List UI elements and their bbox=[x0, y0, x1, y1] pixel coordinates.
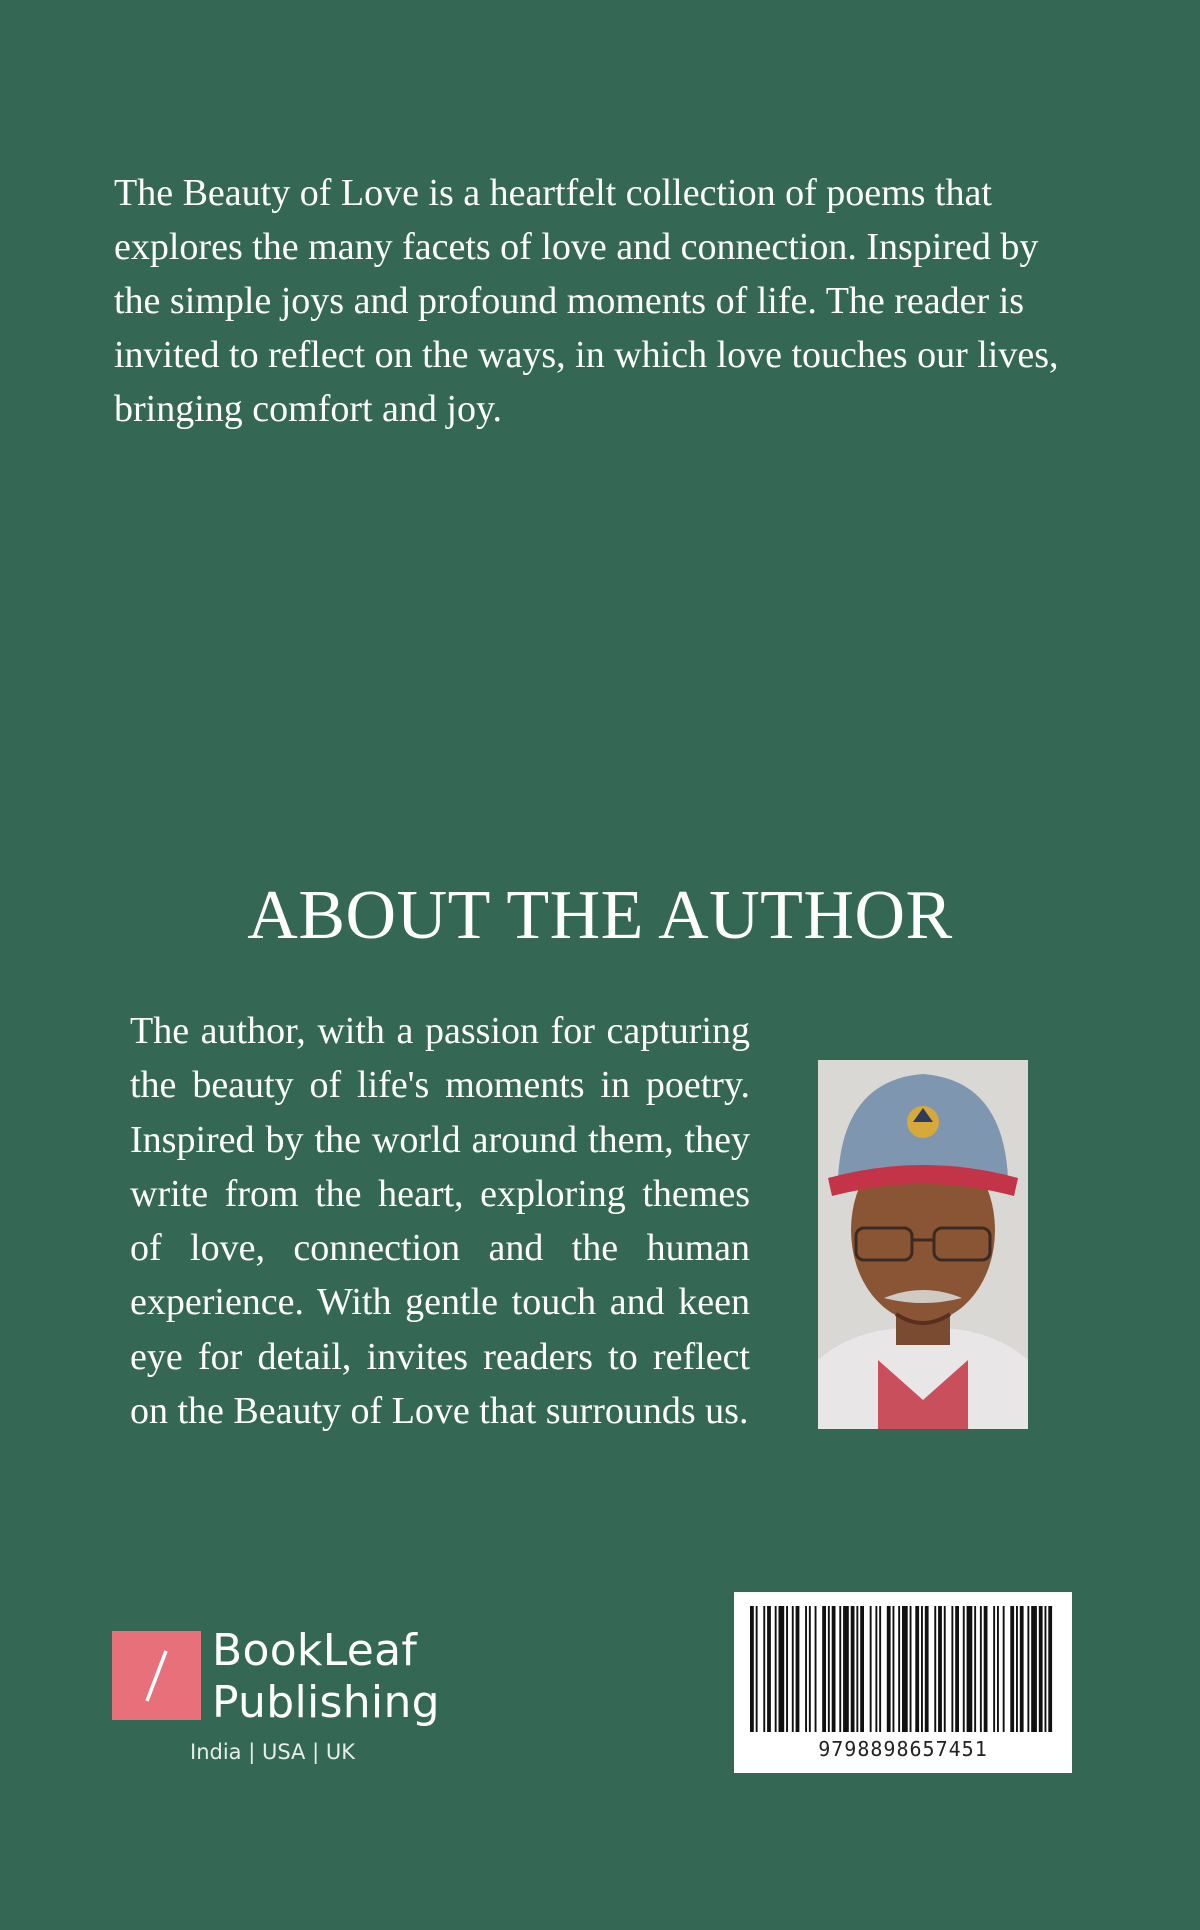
barcode-bar bbox=[815, 1606, 817, 1732]
barcode-bar bbox=[1048, 1606, 1052, 1732]
barcode-bar bbox=[974, 1606, 976, 1732]
barcode-bar bbox=[925, 1606, 929, 1732]
barcode-bar bbox=[984, 1606, 988, 1732]
barcode-bar bbox=[756, 1606, 758, 1732]
barcode-bar bbox=[915, 1606, 919, 1732]
publisher-name bbox=[212, 1625, 440, 1729]
barcode-bar bbox=[875, 1606, 877, 1732]
publisher-name-line2: Publishing bbox=[212, 1677, 440, 1728]
barcode-bar bbox=[1027, 1606, 1029, 1732]
barcode-bar bbox=[967, 1606, 973, 1732]
barcode-bar bbox=[879, 1606, 881, 1732]
barcode-bar bbox=[1045, 1606, 1047, 1732]
barcode-bar bbox=[775, 1606, 777, 1732]
barcode-bar bbox=[955, 1606, 959, 1732]
book-blurb: The Beauty of Love is a heartfelt collection of poems that explores the many facets of love and connection. Inspired by the simple joys and profound moments of life. The reader is invited to reflect on the ways, in which love touches our lives, bringing comfort and joy. bbox=[114, 172, 1059, 430]
barcode-bar bbox=[856, 1606, 858, 1732]
barcode-bar bbox=[993, 1606, 995, 1732]
barcode-bar bbox=[767, 1606, 771, 1732]
author-bio: The author, with a passion for capturing the beauty of life's moments in poetry. Inspired by the world around them, they write from the heart, exploring themes of love, connection and the human experience. With gentle touch and keen eye for detail, invites readers to reflect on the Beauty of Love that surrounds us. bbox=[130, 1010, 750, 1433]
isbn-barcode bbox=[734, 1592, 1072, 1773]
barcode-bar bbox=[796, 1606, 800, 1732]
barcode-bar bbox=[1003, 1606, 1005, 1732]
publisher-logo bbox=[112, 1625, 452, 1771]
barcode-bar bbox=[938, 1606, 942, 1732]
barcode-bar bbox=[809, 1606, 811, 1732]
barcode-bar bbox=[893, 1606, 895, 1732]
barcode-bar bbox=[944, 1606, 946, 1732]
barcode-bar bbox=[902, 1606, 908, 1732]
barcode-bar bbox=[1010, 1606, 1014, 1732]
barcode-bar bbox=[963, 1606, 965, 1732]
barcode-bar bbox=[921, 1606, 923, 1732]
barcode-bar bbox=[763, 1606, 765, 1732]
barcode-bar bbox=[898, 1606, 900, 1732]
barcode-bar bbox=[805, 1606, 807, 1732]
barcode-bar bbox=[997, 1606, 999, 1732]
barcode-bar bbox=[1016, 1606, 1018, 1732]
barcode-bar bbox=[934, 1606, 936, 1732]
barcode-bar bbox=[870, 1606, 872, 1732]
barcode-bar bbox=[828, 1606, 830, 1732]
barcode-bar bbox=[839, 1606, 841, 1732]
barcode-bar bbox=[750, 1606, 754, 1732]
barcode-bar bbox=[822, 1606, 826, 1732]
publisher-regions: India | USA | UK bbox=[190, 1740, 355, 1764]
barcode-bar bbox=[887, 1606, 891, 1732]
barcode-bar bbox=[1039, 1606, 1043, 1732]
author-photo bbox=[818, 1060, 1028, 1429]
barcode-bar bbox=[1020, 1606, 1024, 1732]
barcode-bar bbox=[951, 1606, 953, 1732]
barcode-bar bbox=[851, 1606, 855, 1732]
barcode-bar bbox=[779, 1606, 785, 1732]
barcode-bar bbox=[860, 1606, 864, 1732]
barcode-bar bbox=[843, 1606, 849, 1732]
about-author-heading: ABOUT THE AUTHOR bbox=[247, 877, 953, 954]
barcode-bar bbox=[832, 1606, 836, 1732]
isbn-number: 9798898657451 bbox=[818, 1737, 988, 1761]
barcode-bar bbox=[910, 1606, 912, 1732]
barcode-bar bbox=[792, 1606, 794, 1732]
barcode-bar bbox=[786, 1606, 788, 1732]
publisher-name-line1: BookLeaf bbox=[212, 1625, 418, 1676]
publisher-logo-mark bbox=[112, 1631, 201, 1720]
barcode-bar bbox=[1031, 1606, 1037, 1732]
barcode-bar bbox=[980, 1606, 982, 1732]
